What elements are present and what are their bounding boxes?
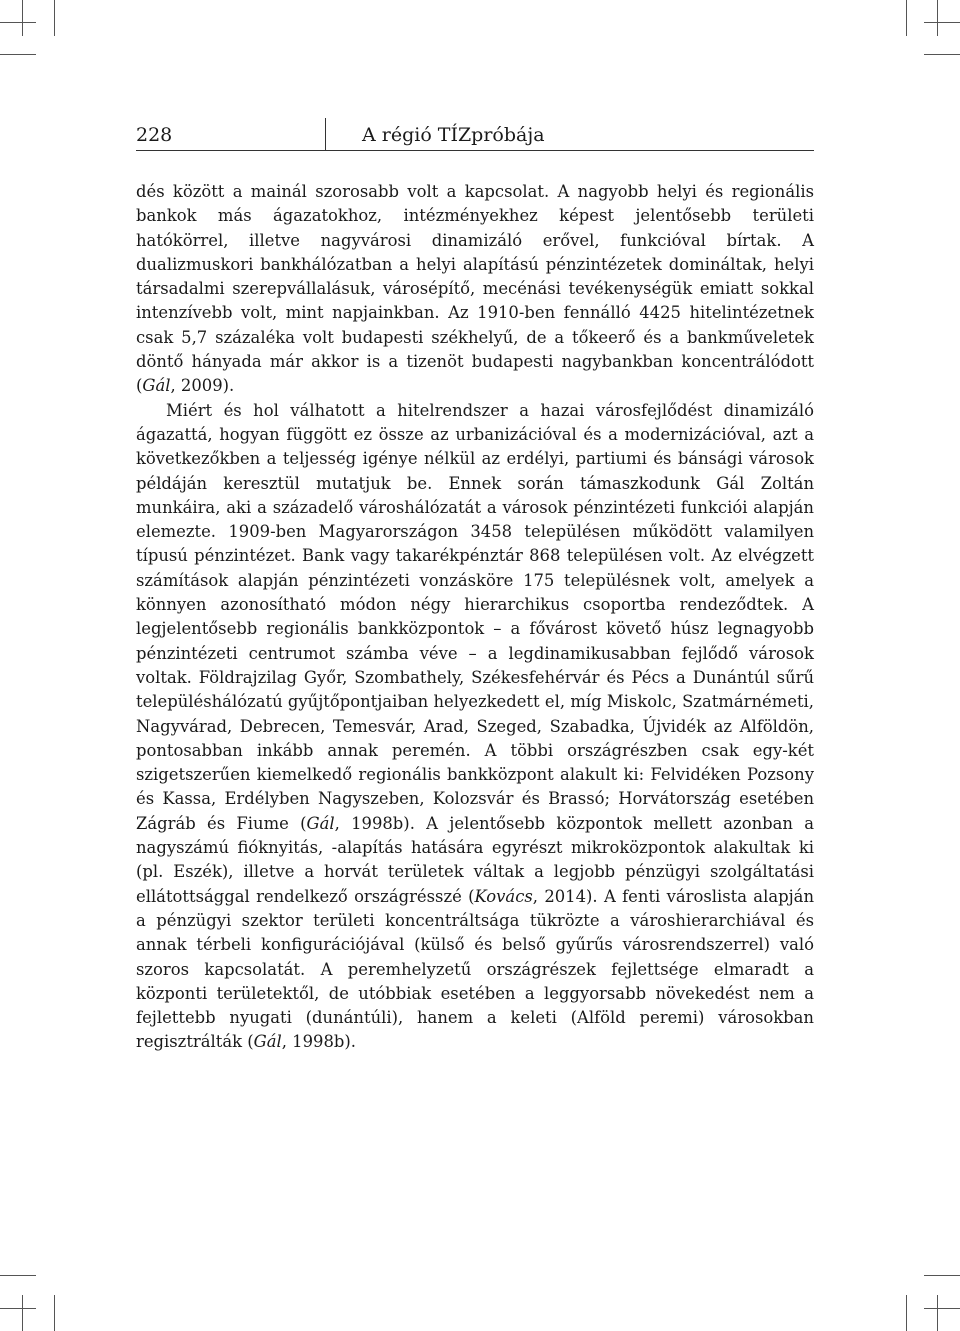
text-run: Miért és hol válhatott a hitelrendszer a hazai városfejlődést dinamizáló ágazattá, hogyan függött ez össze az urbanizációval és a modernizációval, azt a következőkben a teljesség igénye nélkül az erdélyi, partiumi és bánsági városok példáján keresztül mutatjuk be. Ennek során támaszkodunk Gál Zoltán munkáira, aki a századelő városhálózatát a városok pénzintézeti funkciói alapján elemezte. 1909-ben Magyarországon 3458 településen működött valamilyen típusú pénzintézet. Bank vagy takarékpénztár 868 településen volt. Az elvégzett számítások alapján pénzintézeti vonzásköre 175 településnek volt, amelyek a könnyen azonosítható módon négy hierarchikus csoportba rendeződtek. A legjelentősebb regionális bankközpontok – a fővárost követő húsz legnagyobb pénzintézeti centrumot számba véve – a legdinamikusabban fejlődő városok voltak. Földrajzilag Győr, Szombathely, Székesfehérvár és Pécs a Dunántúl sűrű településhálózatú gyűjtőpontjaiban helyezkedett el, míg Miskolc, Szatmárnémeti, Nagyvárad, Debrecen, Temesvár, Arad, Szeged, Szabadka, Újvidék az Alföldön, pontosabban inkább annak peremén. A többi országrészben csak egy-két szigetszerűen kiemelkedő regionális bankközpont alakult ki: Felvidéken Pozsony és Kassa, Erdélyben Nagyszeben, Kolozsvár és Brassó; Horvátország esetében Zágráb és Fiume (: [136, 400, 814, 833]
text-run: , 2009).: [170, 376, 235, 396]
crop-mark: [0, 22, 36, 23]
paragraph: [136, 399, 814, 1055]
crop-mark: [54, 0, 55, 36]
citation-author: Kovács: [474, 886, 533, 906]
crop-mark: [22, 1295, 23, 1331]
paragraph: [136, 180, 814, 399]
crop-mark: [0, 1275, 36, 1276]
citation-author: Gál: [306, 813, 335, 833]
page-header: [136, 118, 814, 151]
text-run: , 2014). A fenti városlista alapján a pénzügyi szektor területi koncentráltsága tükrözte a városhierarchiával és annak térbeli konfigurációjával (külső és belső gyűrűs városrendszerrel) való szoros kapcsolatát. A peremhelyzetű országrészek fejlettsége elmaradt a központi területektől, de utóbbiak esetében a leggyorsabb növekedést nem a fejlettebb nyugati (dunántúli), hanem a keleti (Alföld peremi) városokban regisztrálták (: [136, 886, 814, 1052]
crop-mark: [937, 1295, 938, 1331]
text-run: , 1998b). A jelentősebb központok mellett azonban a nagyszámú fióknyitás, -alapítás hatására egyrészt mikroközpontok alakultak ki (pl. Eszék), illetve a horvát területek váltak a legjobb pénzügyi szolgáltatási ellátottsággal rendelkező országrésszé (: [136, 813, 814, 906]
body-text: [136, 180, 814, 1055]
crop-mark: [924, 1308, 960, 1309]
crop-mark: [924, 54, 960, 55]
crop-mark: [0, 54, 36, 55]
crop-mark: [0, 1308, 36, 1309]
crop-mark: [54, 1295, 55, 1331]
crop-mark: [924, 1275, 960, 1276]
citation-author: Gál: [142, 376, 171, 396]
header-separator: [325, 118, 326, 150]
crop-mark: [924, 22, 960, 23]
crop-mark: [906, 1295, 907, 1331]
citation-author: Gál: [253, 1032, 282, 1052]
crop-mark: [22, 0, 23, 36]
page-number: 228: [136, 124, 173, 146]
text-run: dés között a mainál szorosabb volt a kapcsolat. A nagyobb helyi és regionális bankok más ágazatokhoz, intézményekhez képest jelentősebb területi hatókörrel, illetve nagyvárosi dinamizáló erővel, funkcióval bírtak. A dualizmuskori bankhálózatban a helyi alapítású pénzintézetek domináltak, helyi társadalmi szerepvállalásuk, városépítő, mecénási tevékenységük emiatt sokkal intenzívebb volt, mint napjainkban. Az 1910-ben fennálló 4425 hitelintézetnek csak 5,7 százaléka volt budapesti székhelyű, de a tőkeerő és a bankműveletek döntő hányada már akkor is a tizenöt budapesti nagybankban koncentrálódott (: [136, 182, 814, 396]
crop-mark: [937, 0, 938, 36]
text-run: , 1998b).: [281, 1032, 356, 1052]
crop-mark: [906, 0, 907, 36]
running-title: A régió TÍZpróbája: [362, 124, 545, 146]
